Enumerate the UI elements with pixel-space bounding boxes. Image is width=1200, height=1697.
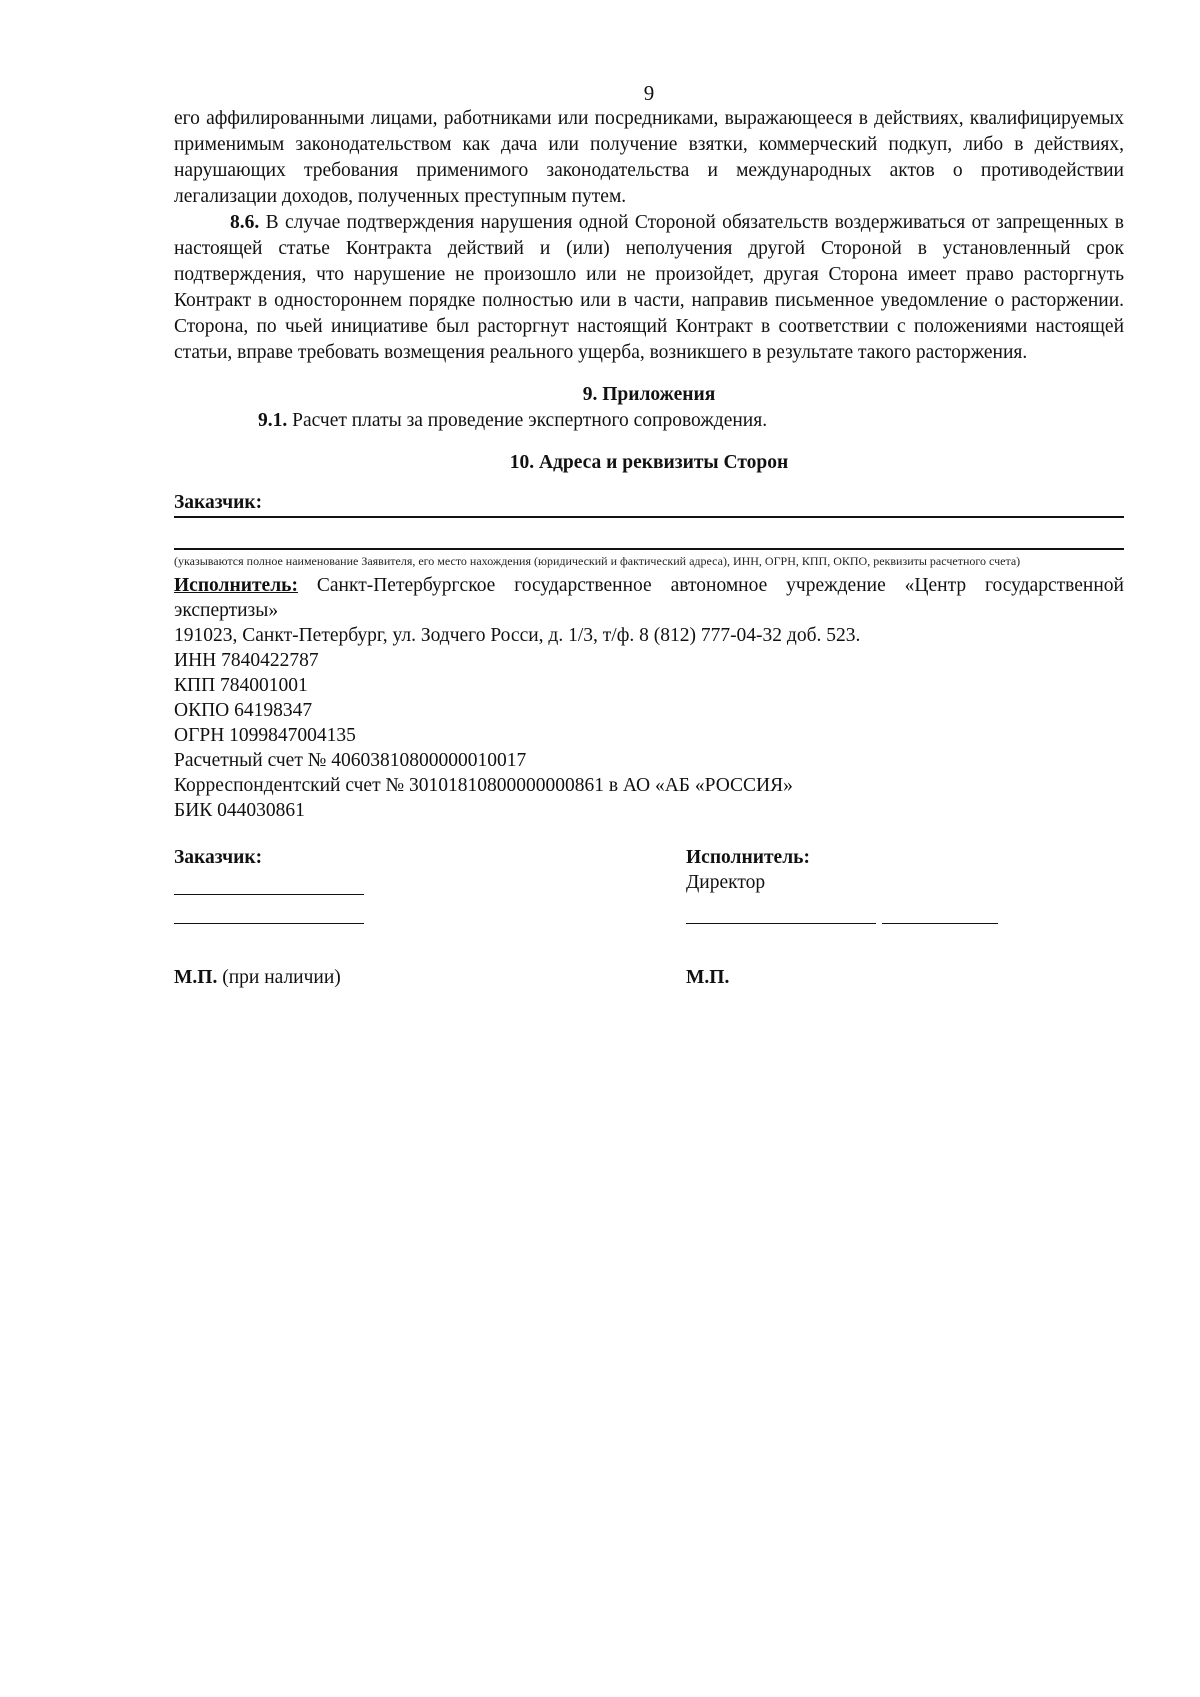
paragraph-continuation: его аффилированными лицами, работниками или посредниками, выражающееся в действиях, квалифицируемых применимым законодательством как дача или получение взятки, коммерческий подкуп, либо в действиях, нарушающих требования применимого законодательства и международных актов о противодействии легализации доходов, полученных преступным путем. <box>174 108 1124 207</box>
customer-field <box>174 490 1124 518</box>
customer-signature-line <box>174 922 364 924</box>
executor-kpp: КПП 784001001 <box>174 675 308 696</box>
section-9-title: 9. Приложения <box>582 384 716 405</box>
executor-account: Расчетный счет № 40603810800000010017 <box>174 750 527 771</box>
item-9-1 <box>258 408 1124 434</box>
clause-8-6-number: 8.6. <box>230 212 260 233</box>
executor-signature <box>686 845 1046 935</box>
customer-name-line <box>174 893 364 895</box>
clause-8-6 <box>174 210 1124 366</box>
document-page <box>174 80 1124 1005</box>
executor-position: Директор <box>686 872 766 893</box>
customer-signature-label: Заказчик: <box>174 847 263 868</box>
signature-block <box>174 845 1124 1005</box>
customer-note: (указываются полное наименование Заявителя, его место нахождения (юридический и фактический адреса), ИНН, ОГРН, КПП, ОКПО, реквизиты расчетного счета) <box>174 554 1021 568</box>
executor-address: 191023, Санкт-Петербург, ул. Зодчего Росси, д. 1/3, т/ф. 8 (812) 777-04-32 доб. 523. <box>174 625 861 646</box>
customer-label: Заказчик: <box>174 492 263 513</box>
executor-signature-line <box>686 922 876 924</box>
executor-bik: БИК 044030861 <box>174 800 305 821</box>
customer-stamp-place <box>174 965 341 990</box>
executor-inn: ИНН 7840422787 <box>174 650 319 671</box>
customer-mp-label: М.П. <box>174 967 218 988</box>
executor-corr-account: Корреспондентский счет № 30101810800000000861 в АО «АБ «РОССИЯ» <box>174 775 793 796</box>
executor-okpo: ОКПО 64198347 <box>174 700 313 721</box>
executor-signature-label: Исполнитель: <box>686 847 810 868</box>
executor-name: Санкт-Петербургское государственное автономное учреждение «Центр государственной экспертизы» <box>174 575 1124 621</box>
item-9-1-number: 9.1. <box>258 410 288 431</box>
customer-blank-line <box>174 518 1124 550</box>
page-number: 9 <box>643 81 655 105</box>
item-9-1-text: Расчет платы за проведение экспертного сопровождения. <box>287 410 768 431</box>
executor-initials-line <box>882 922 998 924</box>
executor-ogrn: ОГРН 1099847004135 <box>174 725 356 746</box>
executor-block <box>174 573 1124 623</box>
section-10-title: 10. Адреса и реквизиты Сторон <box>509 452 789 473</box>
executor-label: Исполнитель: <box>174 575 298 596</box>
clause-8-6-text: В случае подтверждения нарушения одной Стороной обязательств воздерживаться от запрещенных в настоящей статье Контракта действий и (или) неполучения другой Стороной в установленный срок подтверждения, что нарушение не произошло или не произойдет, другая Сторона имеет право расторгнуть Контракт в одностороннем порядке полностью или в части, направив письменное уведомление о расторжении. Сторона, по чьей инициативе был расторгнут настоящий Контракт в соответствии с положениями настоящей статьи, вправе требовать возмещения реального ущерба, возникшего в результате такого расторжения. <box>174 212 1124 363</box>
customer-signature <box>174 845 474 935</box>
customer-mp-note: (при наличии) <box>217 967 341 988</box>
executor-stamp-place: М.П. <box>686 967 730 988</box>
